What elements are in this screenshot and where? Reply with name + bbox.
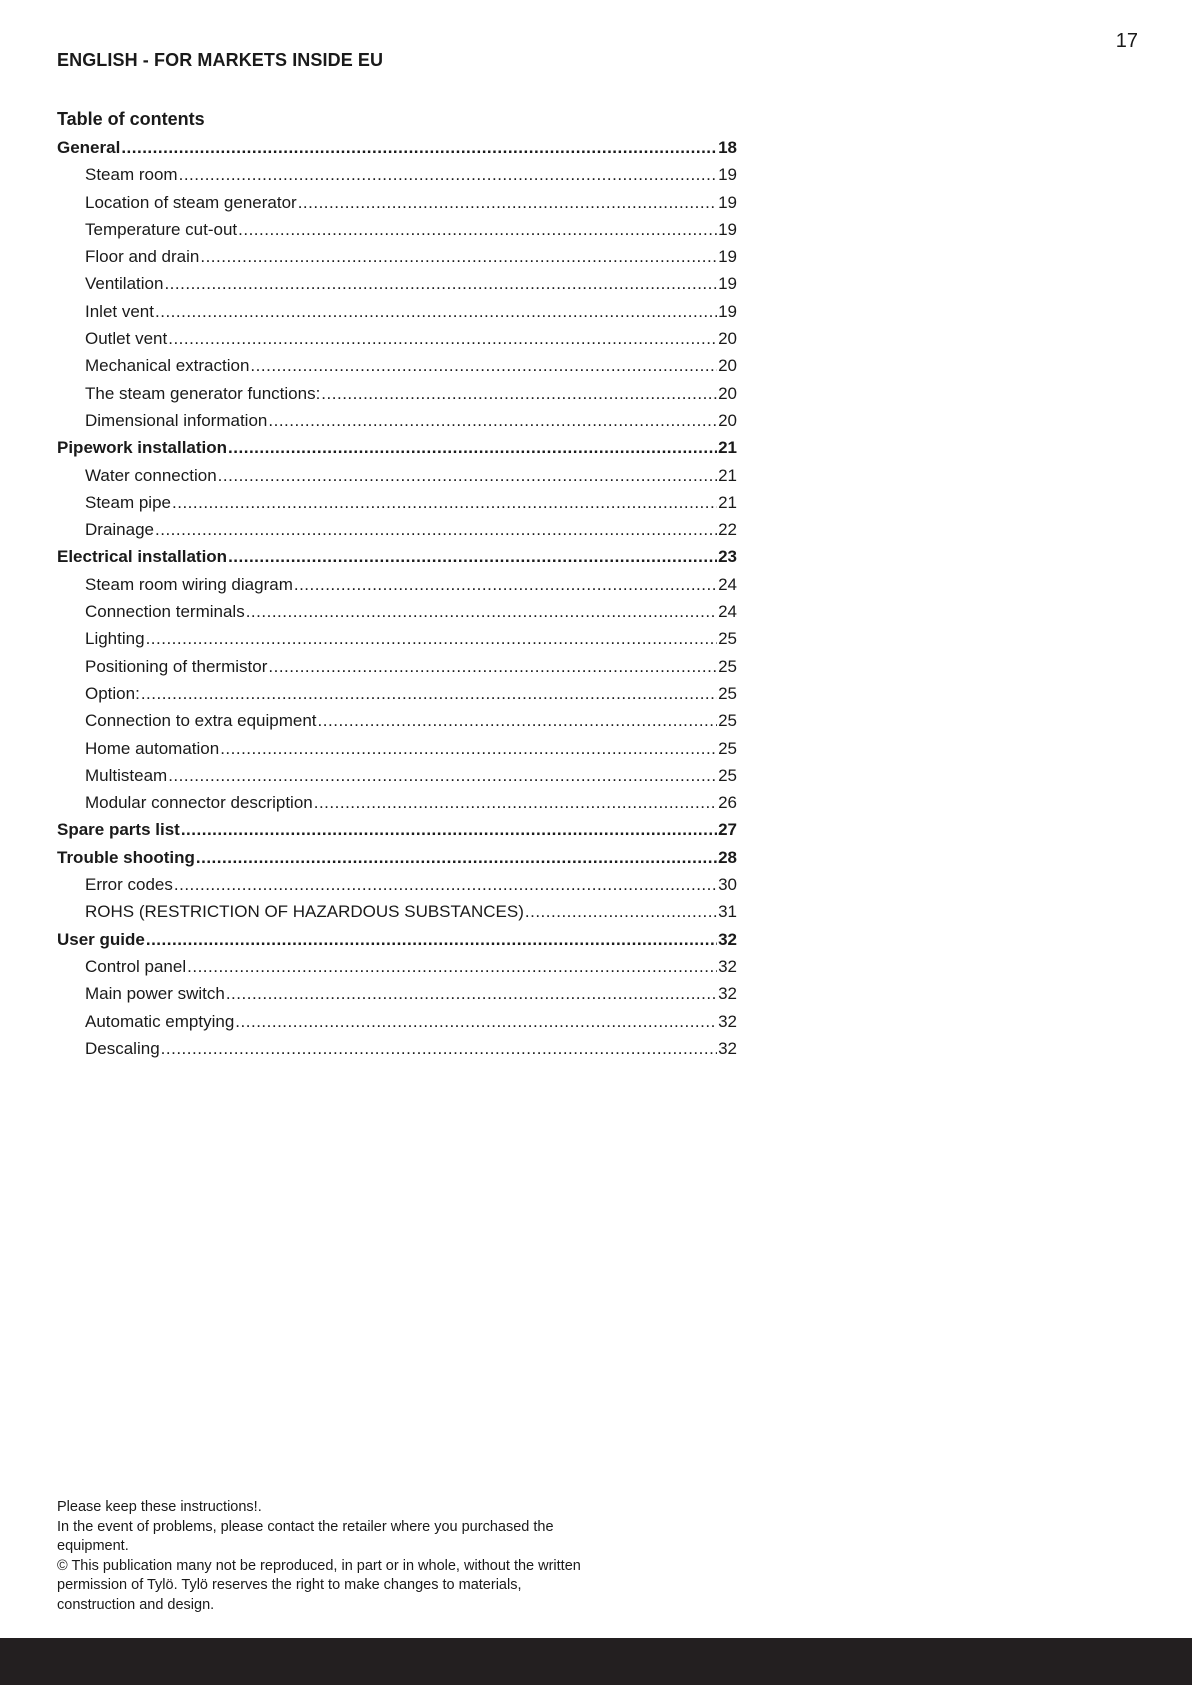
toc-entry-label: Multisteam <box>85 765 168 785</box>
toc-dot-leader <box>220 735 717 762</box>
toc-subsection-entry[interactable] <box>57 352 737 379</box>
toc-dot-leader <box>218 462 717 489</box>
toc-entry-page: 19 <box>718 301 737 321</box>
toc-subsection-entry[interactable] <box>57 189 737 216</box>
toc-dot-leader <box>121 134 717 161</box>
toc-subsection-entry[interactable] <box>57 735 737 762</box>
toc-entry-page: 19 <box>718 247 737 267</box>
page-number: 17 <box>1115 30 1138 52</box>
toc-entry-label: Location of steam generator <box>85 192 297 212</box>
toc-entry-label: User guide <box>57 929 145 949</box>
toc-entry-page: 32 <box>718 984 737 1004</box>
toc-subsection-entry[interactable] <box>57 161 737 188</box>
toc-dot-leader <box>226 980 717 1007</box>
toc-entry-page: 24 <box>718 602 737 622</box>
toc-entry-label: Control panel <box>85 956 187 976</box>
toc-dot-leader <box>525 898 717 925</box>
toc-entry-page: 25 <box>718 656 737 676</box>
toc-entry-page: 23 <box>718 547 737 567</box>
toc-entry-label: The steam generator functions: <box>85 383 321 403</box>
toc-entry-page: 32 <box>718 956 737 976</box>
toc-dot-leader <box>155 516 717 543</box>
toc-entry-page: 19 <box>718 274 737 294</box>
toc-subsection-entry[interactable] <box>57 653 737 680</box>
toc-entry-label: ROHS (RESTRICTION OF HAZARDOUS SUBSTANCES) <box>85 902 524 922</box>
toc-subsection-entry[interactable] <box>57 407 737 434</box>
toc-subsection-entry[interactable] <box>57 380 737 407</box>
toc-dot-leader <box>200 243 717 270</box>
toc-dot-leader <box>294 571 717 598</box>
toc-entry-page: 19 <box>718 219 737 239</box>
toc-subsection-entry[interactable] <box>57 462 737 489</box>
toc-dot-leader <box>161 1035 717 1062</box>
toc-entry-page: 30 <box>718 875 737 895</box>
toc-entry-label: Floor and drain <box>85 247 200 267</box>
copyright-notice: © This publication many not be reproduced, in part or in whole, without the written permission of Tylö. Tylö reserves the right to make changes to materials, construction and design. <box>57 1557 581 1613</box>
toc-entry-page: 28 <box>718 847 737 867</box>
toc-entry-label: Steam pipe <box>85 492 171 512</box>
toc-entry-page: 24 <box>718 574 737 594</box>
toc-entry-label: Descaling <box>85 1038 160 1058</box>
problems-notice: In the event of problems, please contact the retailer where you purchased the equipment. <box>57 1518 554 1554</box>
toc-entry-label: Ventilation <box>85 274 164 294</box>
toc-entry-label: Electrical installation <box>57 547 228 567</box>
toc-subsection-entry[interactable] <box>57 707 737 734</box>
toc-subsection-entry[interactable] <box>57 625 737 652</box>
footer-notes <box>57 1498 597 1615</box>
toc-section-entry[interactable] <box>57 844 737 871</box>
toc-entry-page: 20 <box>718 383 737 403</box>
toc-section-entry[interactable] <box>57 926 737 953</box>
toc-dot-leader <box>141 680 717 707</box>
toc-entry-page: 21 <box>718 438 737 458</box>
toc-dot-leader <box>298 189 717 216</box>
toc-subsection-entry[interactable] <box>57 243 737 270</box>
toc-subsection-entry[interactable] <box>57 871 737 898</box>
toc-dot-leader <box>268 653 717 680</box>
toc-entry-page: 25 <box>718 765 737 785</box>
toc-entry-page: 31 <box>718 902 737 922</box>
bottom-bar <box>0 1638 1192 1685</box>
toc-dot-leader <box>228 434 717 461</box>
toc-subsection-entry[interactable] <box>57 270 737 297</box>
toc-entry-page: 25 <box>718 629 737 649</box>
toc-subsection-entry[interactable] <box>57 789 737 816</box>
toc-entry-label: Mechanical extraction <box>85 356 250 376</box>
toc-entry-page: 19 <box>718 192 737 212</box>
toc-entry-label: Temperature cut-out <box>85 219 238 239</box>
toc-entry-label: Drainage <box>85 520 154 540</box>
toc-dot-leader <box>314 789 717 816</box>
toc-entry-label: Trouble shooting <box>57 847 195 867</box>
toc-entry-label: Steam room <box>85 165 178 185</box>
toc-entry-page: 25 <box>718 711 737 731</box>
toc-entry-label: Spare parts list <box>57 820 180 840</box>
toc-dot-leader <box>168 762 717 789</box>
toc-entry-label: Automatic emptying <box>85 1011 235 1031</box>
toc-section-entry[interactable] <box>57 134 737 161</box>
toc-entry-label: Modular connector description <box>85 793 313 813</box>
toc-dot-leader <box>172 489 717 516</box>
toc-entry-page: 19 <box>718 165 737 185</box>
toc-dot-leader <box>168 325 717 352</box>
toc-dot-leader <box>164 270 717 297</box>
toc-entry-page: 21 <box>718 465 737 485</box>
toc-subsection-entry[interactable] <box>57 516 737 543</box>
toc-dot-leader <box>146 625 718 652</box>
toc-entry-page: 25 <box>718 683 737 703</box>
toc-entry-label: Dimensional information <box>85 410 268 430</box>
toc-subsection-entry[interactable] <box>57 980 737 1007</box>
toc-entry-label: Positioning of thermistor <box>85 656 268 676</box>
toc-subsection-entry[interactable] <box>57 325 737 352</box>
toc-dot-leader <box>196 844 717 871</box>
toc-entry-label: Home automation <box>85 738 220 758</box>
toc-entry-label: Lighting <box>85 629 145 649</box>
toc-dot-leader <box>318 707 718 734</box>
toc-dot-leader <box>321 380 717 407</box>
toc-dot-leader <box>238 216 717 243</box>
toc-subsection-entry[interactable] <box>57 1035 737 1062</box>
toc-dot-leader <box>179 161 717 188</box>
market-heading: ENGLISH - FOR MARKETS INSIDE EU <box>57 50 384 70</box>
toc-entry-page: 21 <box>718 492 737 512</box>
toc-dot-leader <box>155 298 717 325</box>
toc-dot-leader <box>146 926 717 953</box>
toc-subsection-entry[interactable] <box>57 898 737 925</box>
toc-dot-leader <box>235 1008 717 1035</box>
toc-section-entry[interactable] <box>57 434 737 461</box>
toc-subsection-entry[interactable] <box>57 489 737 516</box>
toc-dot-leader <box>228 543 717 570</box>
toc-entry-page: 32 <box>718 1011 737 1031</box>
toc-subsection-entry[interactable] <box>57 598 737 625</box>
toc-subsection-entry[interactable] <box>57 1008 737 1035</box>
toc-entry-label: General <box>57 138 121 157</box>
toc-entry-page: 22 <box>718 520 737 540</box>
toc-title: Table of contents <box>57 109 205 129</box>
toc-entry-label: Main power switch <box>85 984 225 1004</box>
toc-subsection-entry[interactable] <box>57 680 737 707</box>
toc-subsection-entry[interactable] <box>57 298 737 325</box>
toc-entry-page: 25 <box>718 738 737 758</box>
keep-instructions-note: Please keep these instructions!. <box>57 1499 262 1515</box>
toc-section-entry[interactable] <box>57 816 737 843</box>
toc-entry-page: 32 <box>718 929 737 949</box>
toc-entry-label: Inlet vent <box>85 301 154 321</box>
toc-entry-label: Connection to extra equipment <box>85 711 317 731</box>
toc-dot-leader <box>174 871 717 898</box>
toc-entry-label: Steam room wiring diagram <box>85 574 293 594</box>
toc-subsection-entry[interactable] <box>57 953 737 980</box>
toc-entry-page: 20 <box>718 329 737 349</box>
toc-entry-page: 26 <box>718 793 737 813</box>
toc-entry-label: Water connection <box>85 465 217 485</box>
toc-entry-page: 20 <box>718 410 737 430</box>
toc-entry-page: 18 <box>718 138 737 157</box>
toc-subsection-entry[interactable] <box>57 216 737 243</box>
toc-subsection-entry[interactable] <box>57 762 737 789</box>
toc-section-entry[interactable] <box>57 543 737 570</box>
toc-dot-leader <box>181 816 717 843</box>
toc-entry-label: Option: <box>85 683 140 703</box>
toc-entry-page: 27 <box>718 820 737 840</box>
toc-entry-label: Error codes <box>85 875 173 895</box>
toc-subsection-entry[interactable] <box>57 571 737 598</box>
toc-dot-leader <box>268 407 717 434</box>
toc-entry-label: Pipework installation <box>57 438 228 458</box>
toc-entry-page: 20 <box>718 356 737 376</box>
toc-dot-leader <box>246 598 717 625</box>
toc-dot-leader <box>187 953 717 980</box>
toc-entry-label: Outlet vent <box>85 329 168 349</box>
toc-dot-leader <box>250 352 717 379</box>
table-of-contents <box>57 134 737 1062</box>
toc-entry-label: Connection terminals <box>85 602 245 622</box>
toc-entry-page: 32 <box>718 1038 737 1058</box>
